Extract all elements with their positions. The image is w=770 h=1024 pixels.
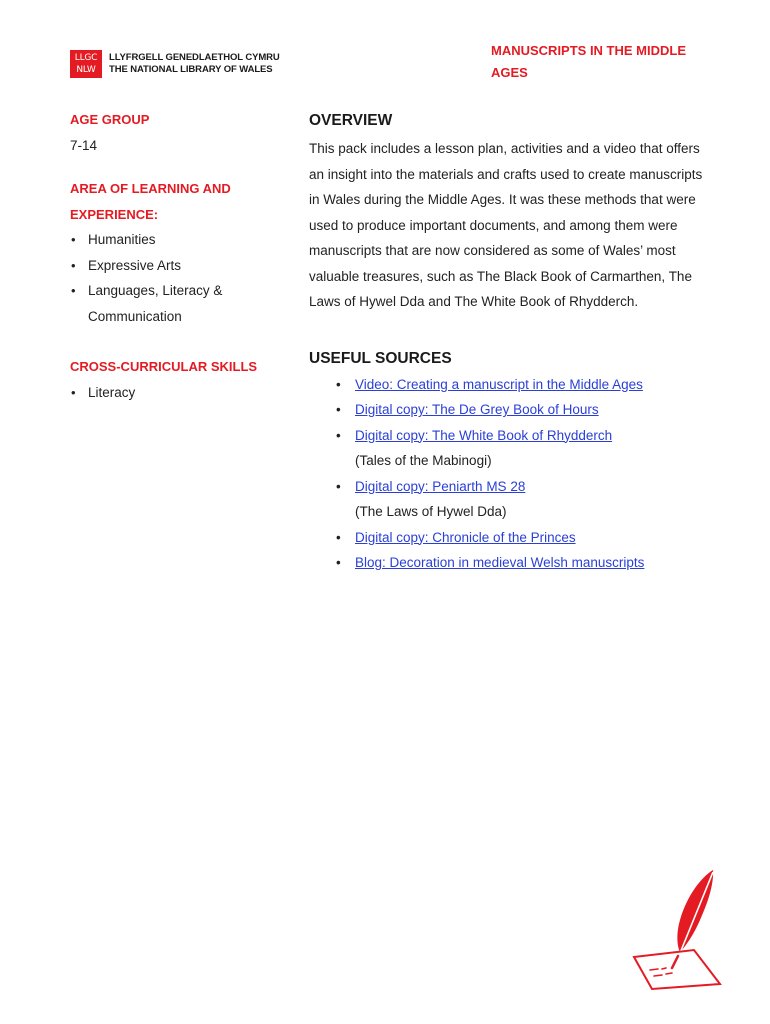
source-note: (Tales of the Mabinogi) bbox=[355, 453, 492, 468]
source-item bbox=[309, 423, 704, 474]
area-of-learning-label: AREA OF LEARNING AND EXPERIENCE: bbox=[70, 181, 231, 222]
logo-mark bbox=[70, 50, 102, 78]
area-list bbox=[70, 227, 270, 329]
source-item bbox=[309, 397, 704, 423]
main-content bbox=[309, 110, 704, 576]
library-logo bbox=[70, 50, 280, 78]
age-group-value: 7-14 bbox=[70, 137, 98, 153]
list-item: • Languages, Literacy & Communication bbox=[70, 278, 270, 329]
source-item bbox=[309, 372, 704, 398]
source-link-blog[interactable]: Blog: Decoration in medieval Welsh manuscripts bbox=[355, 555, 645, 570]
overview-heading: OVERVIEW bbox=[309, 112, 393, 129]
sidebar bbox=[70, 107, 270, 405]
sources-list bbox=[309, 372, 704, 576]
logo-mark-line1: LLGC bbox=[74, 53, 98, 63]
overview-text: This pack includes a lesson plan, activities and a video that offers an insight into the materials and crafts used to create manuscripts in Wales during the Middle Ages. It was these methods that were used to produce important documents, and among them were manuscripts that are now considered as some of Wales’ most valuable treasures, such as The Black Book of Carmarthen, The Laws of Hywel Dda and The White Book of Rhydderch. bbox=[309, 141, 703, 309]
source-item bbox=[309, 550, 704, 576]
source-item bbox=[309, 474, 704, 525]
source-item bbox=[309, 525, 704, 551]
document-title: MANUSCRIPTS IN THE MIDDLE AGES bbox=[491, 43, 686, 80]
list-item: • Humanities bbox=[70, 227, 270, 253]
source-link-chronicle[interactable]: Digital copy: Chronicle of the Princes bbox=[355, 529, 576, 545]
cross-curricular-label: CROSS-CURRICULAR SKILLS bbox=[70, 359, 258, 374]
skills-list bbox=[70, 380, 270, 406]
sources-heading: USEFUL SOURCES bbox=[309, 349, 452, 367]
list-item: • Expressive Arts bbox=[70, 253, 270, 279]
logo-line-welsh: LLYFRGELL GENEDLAETHOL CYMRU bbox=[109, 52, 280, 63]
list-item: • Literacy bbox=[70, 380, 270, 406]
source-link-white-book[interactable]: Digital copy: The White Book of Rhydderch bbox=[355, 427, 613, 443]
source-note: (The Laws of Hywel Dda) bbox=[355, 504, 507, 519]
logo-mark-line2: NLW bbox=[76, 65, 96, 75]
source-link-video[interactable]: Video: Creating a manuscript in the Middle Ages bbox=[355, 376, 643, 392]
age-group-label: AGE GROUP bbox=[70, 112, 150, 127]
logo-line-english: THE NATIONAL LIBRARY OF WALES bbox=[109, 64, 273, 75]
source-link-peniarth[interactable]: Digital copy: Peniarth MS 28 bbox=[355, 478, 526, 494]
source-link-de-grey[interactable]: Digital copy: The De Grey Book of Hours bbox=[355, 402, 599, 417]
quill-icon bbox=[628, 868, 724, 992]
logo-text bbox=[109, 52, 280, 76]
